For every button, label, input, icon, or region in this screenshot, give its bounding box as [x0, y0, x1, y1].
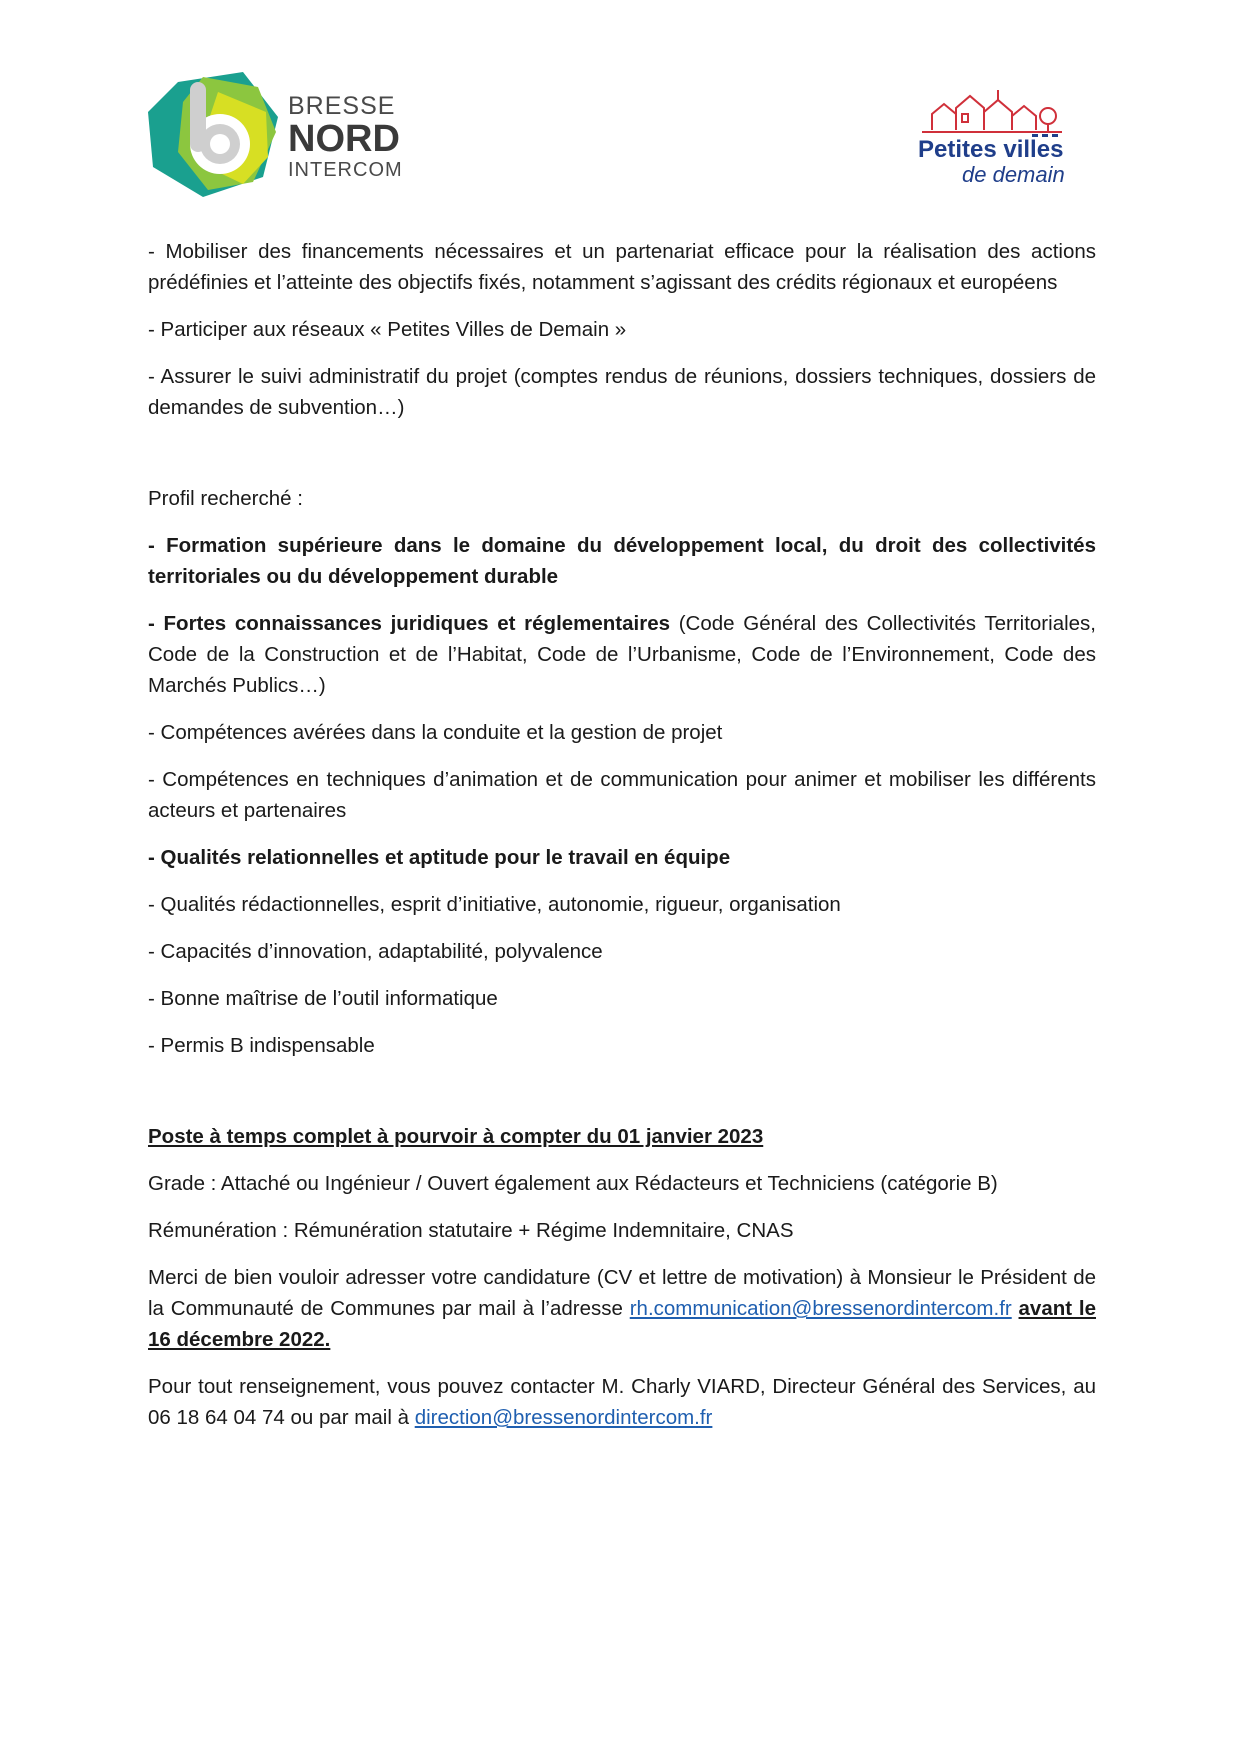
candidature-text: Merci de bien vouloir adresser votre candidature (CV et lettre de motivation) à Monsieur le Président de la Communauté de Communes par mail à l’adresse: [148, 1266, 1096, 1320]
rh-email-link[interactable]: rh.communication@bressenordintercom.fr: [629, 1297, 1012, 1320]
logo-title-petites-villes: Petites villes: [918, 136, 1064, 163]
mission-reseaux: - Participer aux réseaux « Petites Villes de Demain »: [148, 318, 627, 341]
poste-grade: Grade : Attaché ou Ingénieur / Ouvert également aux Rédacteurs et Techniciens (catégorie B): [148, 1172, 998, 1195]
candidature-deadline: avant le 16 décembre 2022.: [148, 1297, 1096, 1351]
mission-suivi-administratif: - Assurer le suivi administratif du projet (comptes rendus de réunions, dossiers techniques, dossiers de demandes de subvention…): [148, 365, 1096, 419]
mission-financements: - Mobiliser des financements nécessaires et un partenariat efficace pour la réalisation des actions prédéfinies et l’atteinte des objectifs fixés, notamment s’agissant des crédits régionaux et européens: [148, 240, 1096, 294]
contact-text: Pour tout renseignement, vous pouvez contacter M. Charly VIARD, Directeur Général des Services, au 06 18 64 04 74 ou par mail à: [148, 1375, 1096, 1429]
profile-heading: Profil recherché :: [148, 487, 303, 510]
profile-formation: - Formation supérieure dans le domaine du développement local, du droit des collectivités territoriales ou du développement durable: [148, 534, 1096, 588]
spacer: [148, 439, 1096, 483]
profile-innovation: - Capacités d’innovation, adaptabilité, polyvalence: [148, 940, 603, 963]
spacer: [148, 1077, 1096, 1121]
bresse-nord-logo: [148, 72, 408, 197]
poste-remuneration: Rémunération : Rémunération statutaire + Régime Indemnitaire, CNAS: [148, 1219, 794, 1242]
profile-juridique-bold: - Fortes connaissances juridiques et réglementaires: [148, 612, 671, 635]
profile-juridique-detail: (Code Général des Collectivités Territoriales, Code de la Construction et de l’Habitat, Code de l’Urbanisme, Code de l’Environnement, Code des Marchés Publics…): [148, 612, 1096, 697]
logo-word-nord: NORD: [288, 118, 400, 160]
profile-redaction: - Qualités rédactionnelles, esprit d’initiative, autonomie, rigueur, organisation: [148, 893, 841, 916]
profile-animation: - Compétences en techniques d’animation et de communication pour animer et mobiliser les différents acteurs et partenaires: [148, 768, 1096, 822]
poste-candidature: [148, 1262, 1096, 1355]
poste-heading: Poste à temps complet à pourvoir à compter du 01 janvier 2023: [148, 1125, 764, 1148]
profile-relationnel: - Qualités relationnelles et aptitude pour le travail en équipe: [148, 846, 731, 869]
logo-word-bresse: BRESSE: [288, 92, 396, 120]
logo-word-intercom: INTERCOM: [288, 159, 403, 181]
poste-contact: [148, 1371, 1096, 1433]
document-body: [148, 236, 1096, 1449]
bresse-nord-emblem-icon: [148, 72, 278, 197]
logo-subtitle-de-demain: de demain: [962, 162, 1065, 187]
profile-gestion-projet: - Compétences avérées dans la conduite et la gestion de projet: [148, 721, 723, 744]
profile-juridique: [148, 608, 1096, 701]
village-skyline-icon: [912, 86, 1072, 138]
profile-informatique: - Bonne maîtrise de l’outil informatique: [148, 987, 498, 1010]
direction-email-link[interactable]: direction@bressenordintercom.fr: [414, 1406, 713, 1429]
petites-villes-logo: [912, 86, 1092, 186]
profile-permis: - Permis B indispensable: [148, 1034, 375, 1057]
